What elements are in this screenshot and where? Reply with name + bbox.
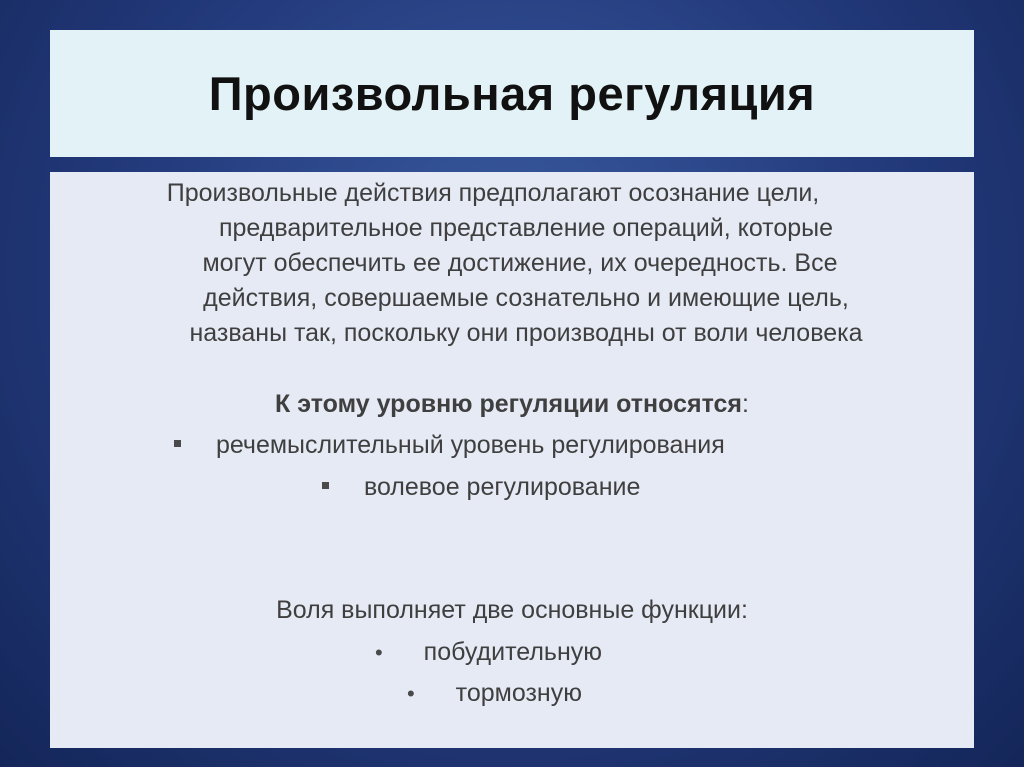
levels-heading: [50, 390, 974, 419]
title-box: [50, 30, 974, 157]
square-bullet-icon: [322, 482, 329, 489]
paragraph-line: Произвольные действия предполагают осознание цели,: [166, 179, 820, 207]
paragraph-line: предварительное представление операций, которые: [218, 214, 834, 242]
function-item: [375, 638, 602, 667]
paragraph-line: действия, совершаемые сознательно и имеющие цель,: [203, 284, 849, 312]
will-heading: Воля выполняет две основные функции:: [276, 596, 748, 624]
level-item: [322, 473, 640, 502]
content-box: [50, 172, 974, 748]
paragraph-line: могут обеспечить ее достижение, их очередность. Все: [202, 249, 838, 277]
paragraph-line: названы так, поскольку они производны от воли человека: [189, 319, 863, 347]
square-bullet-icon: [174, 440, 181, 447]
level-item-text: речемыслительный уровень регулирования: [215, 431, 725, 459]
level-item-text: волевое регулирование: [363, 473, 641, 501]
function-item-text: побудительную: [423, 638, 603, 666]
dot-bullet-icon: •: [375, 640, 383, 665]
levels-heading-colon: :: [742, 390, 749, 418]
slide-title: Произвольная регуляция: [208, 67, 816, 120]
intro-paragraph: [50, 176, 974, 351]
function-item: [407, 679, 582, 708]
levels-heading-bold: К этому уровню регуляции относятся: [275, 390, 742, 418]
function-item-text: тормозную: [455, 679, 582, 707]
dot-bullet-icon: •: [407, 681, 415, 706]
level-item: [174, 431, 725, 460]
